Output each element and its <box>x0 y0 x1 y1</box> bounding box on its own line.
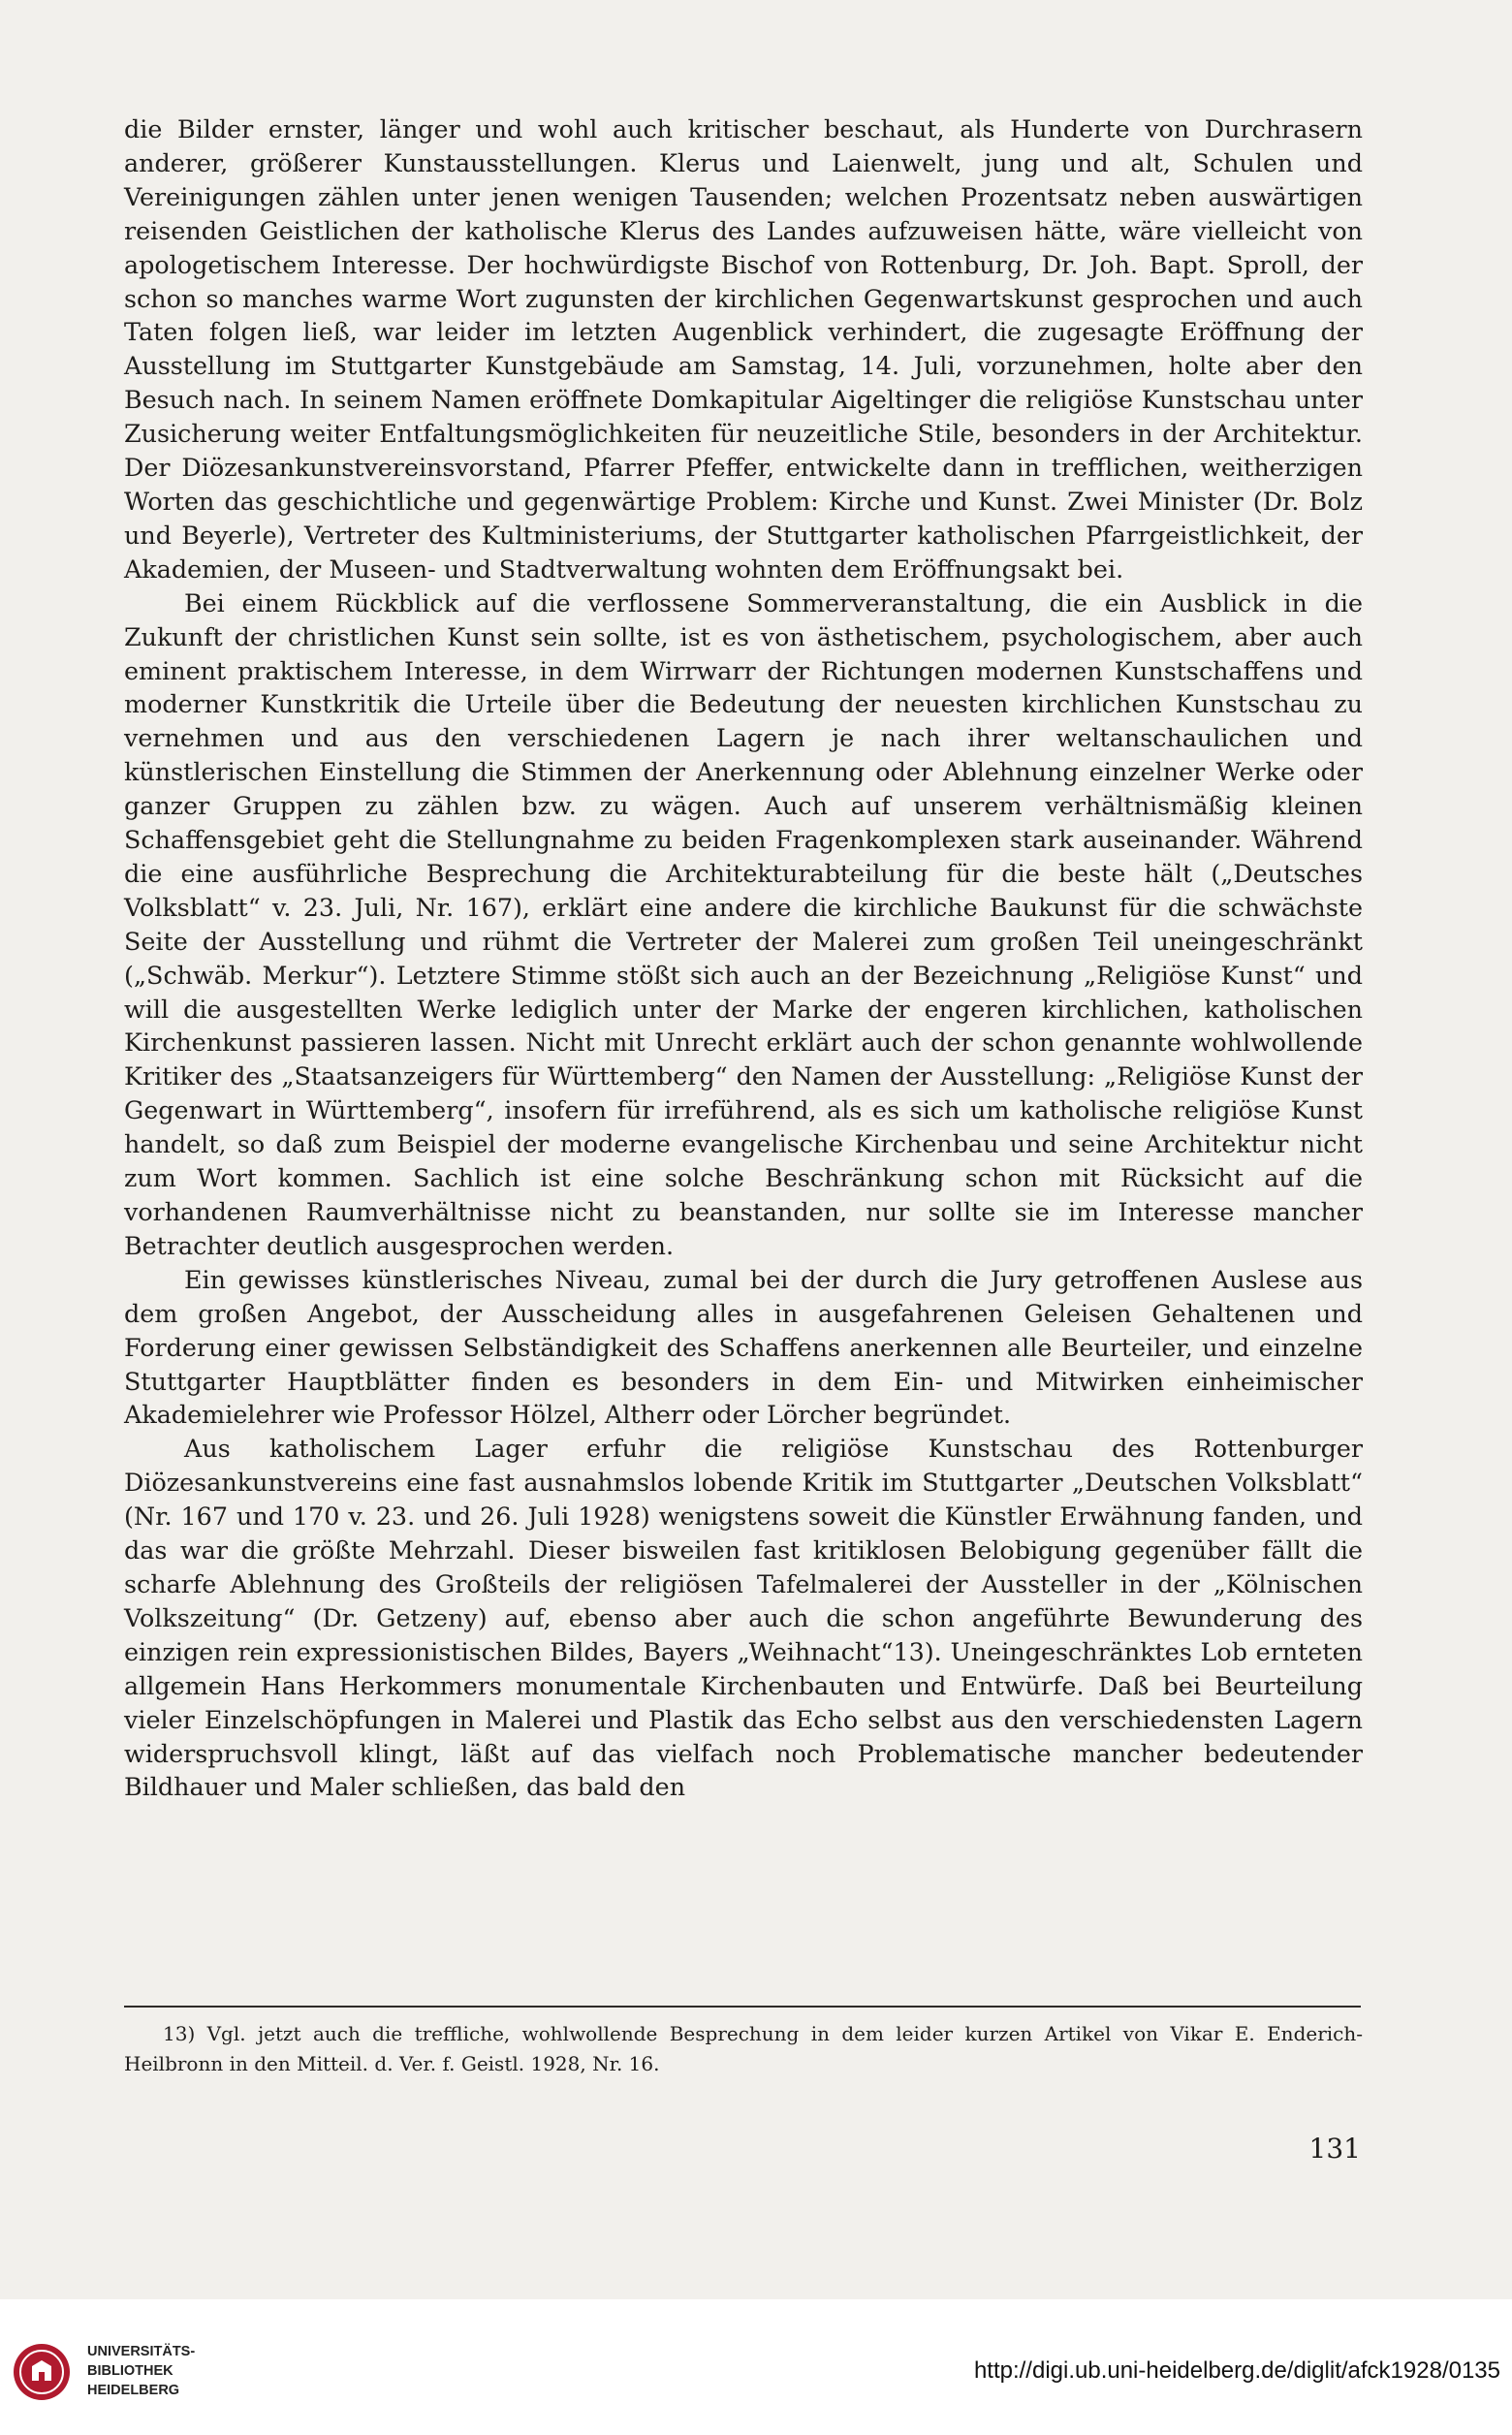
library-name-line: BIBLIOTHEK <box>87 2363 173 2379</box>
paragraph-2: Bei einem Rückblick auf die verflossene Sommerveranstaltung, die ein Ausblick in die Zukunft der christlichen Kunst sein sollte, ist es von ästhetischem, psychologischem, aber auch eminent praktischem Interesse, in dem Wirrwarr der Richtungen modernen Kunstschaffens und moderner Kunstkritik die Urteile über die Bedeutung der neuesten kirchlichen Kunstschau zu vernehmen und aus den verschiedenen Lagern je nach ihrer weltanschaulichen und künstlerischen Einstellung die Stimmen der Anerkennung oder Ablehnung einzelner Werke oder ganzer Gruppen zu zählen bzw. zu wägen. Auch auf unserem verhältnismäßig kleinen Schaffensgebiet geht die Stellungnahme zu beiden Fragenkomplexen stark auseinander. Während die eine ausführliche Besprechung die Architekturabteilung für die beste hält („Deutsches Volksblatt“ v. 23. Juli, Nr. 167), erklärt eine andere die kirchliche Baukunst für die schwächste Seite der Ausstellung und rühmt die Vertreter der Malerei zum großen Teil uneingeschränkt („Schwäb. Merkur“). Letztere Stimme stößt sich auch an der Bezeichnung „Religiöse Kunst“ und will die ausgestellten Werke lediglich unter der Marke der engeren kirchlichen, katholischen Kirchenkunst passieren lassen. Nicht mit Unrecht erklärt auch der schon genannte wohlwollende Kritiker des „Staatsanzeigers für Württemberg“ den Namen der Ausstellung: „Religiöse Kunst der Gegenwart in Württemberg“, insofern für irreführend, als es sich um katholische religiöse Kunst handelt, so daß zum Beispiel der moderne evangelische Kirchenbau und seine Architektur nicht zum Wort kommen. Sachlich ist eine solche Beschränkung schon mit Rücksicht auf die vorhandenen Raumverhältnisse nicht zu beanstanden, nur sollte sie im Interesse mancher Betrachter deutlich ausgesprochen werden. <box>124 587 1363 1260</box>
university-seal-icon <box>12 2342 72 2402</box>
paragraph-3: Ein gewisses künstlerisches Niveau, zumal bei der durch die Jury getroffenen Auslese aus dem großen Angebot, der Ausscheidung alles in ausgefahrenen Geleisen Gehaltenen und Forderung einer gewissen Selbständigkeit des Schaffens anerkennen alle Beurteiler, und einzelne Stuttgarter Hauptblätter finden es besonders in dem Ein- und Mitwirken einheimischer Akademielehrer wie Professor Hölzel, Altherr oder Lörcher begründet. <box>124 1264 1363 1430</box>
library-footer <box>0 2299 1512 2435</box>
article-body <box>124 112 1363 1804</box>
paragraph-4: Aus katholischem Lager erfuhr die religiöse Kunstschau des Rottenburger Diözesankunstvereins eine fast ausnahmslos lobende Kritik im Stuttgarter „Deutschen Volksblatt“ (Nr. 167 und 170 v. 23. und 26. Juli 1928) wenigstens soweit die Künstler Erwähnung fanden, und das war die größte Mehrzahl. Dieser bisweilen fast kritiklosen Belobigung gegenüber fällt die scharfe Ablehnung des Großteils der religiösen Tafelmalerei der Aussteller in der „Kölnischen Volkszeitung“ (Dr. Getzeny) auf, ebenso aber auch die schon angeführte Bewunderung des einzigen rein expressionistischen Bildes, Bayers „Weihnacht“13). Uneingeschränktes Lob ernteten allgemein Hans Herkommers monumentale Kirchenbauten und Entwürfe. Daß bei Beurteilung vieler Einzelschöpfungen in Malerei und Plastik das Echo selbst aus den verschiedensten Lagern widerspruchsvoll klingt, läßt auf das vielfach noch Problematische mancher bedeutender Bildhauer und Maler schließen, das bald den <box>124 1434 1363 1802</box>
paragraph-1: die Bilder ernster, länger und wohl auch kritischer beschaut, als Hunderte von Durchrasern anderer, größerer Kunstausstellungen. Klerus und Laienwelt, jung und alt, Schulen und Vereinigungen zählen unter jenen wenigen Tausenden; welchen Prozentsatz neben auswärtigen reisenden Geistlichen der katholische Klerus des Landes aufzuweisen hätte, wäre vielleicht von apologetischem Interesse. Der hochwürdigste Bischof von Rottenburg, Dr. Joh. Bapt. Sproll, der schon so manches warme Wort zugunsten der kirchlichen Gegenwartskunst gesprochen und auch Taten folgen ließ, war leider im letzten Augenblick verhindert, die zugesagte Eröffnung der Ausstellung im Stuttgarter Kunstgebäude am Samstag, 14. Juli, vorzunehmen, holte aber den Besuch nach. In seinem Namen eröffnete Domkapitular Aigeltinger die religiöse Kunstschau unter Zusicherung weiter Entfaltungsmöglichkeiten für neuzeitliche Stile, besonders in der Architektur. Der Diözesankunstvereinsvorstand, Pfarrer Pfeffer, entwickelte dann in trefflichen, weitherzigen Worten das geschichtliche und gegenwärtige Problem: Kirche und Kunst. Zwei Minister (Dr. Bolz und Beyerle), Vertreter des Kultministeriums, der Stuttgarter katholischen Pfarrgeistlichkeit, der Akademien, der Museen- und Stadtverwaltung wohnten dem Eröffnungsakt bei. <box>124 114 1363 584</box>
footnote: 13) Vgl. jetzt auch die treffliche, wohlwollende Besprechung in dem leider kurzen Artikel von Vikar E. Enderich-Heilbronn in den Mitteil. d. Ver. f. Geistl. 1928, Nr. 16. <box>124 2022 1363 2075</box>
library-name-line: HEIDELBERG <box>87 2383 180 2398</box>
page-number: 131 <box>1308 2133 1361 2165</box>
library-name-line: UNIVERSITÄTS- <box>87 2344 196 2359</box>
library-name <box>87 2342 195 2400</box>
source-url-link[interactable]: http://digi.ub.uni-heidelberg.de/diglit/afck1928/0135 <box>973 2357 1500 2384</box>
footnote-divider <box>124 2006 1361 2008</box>
